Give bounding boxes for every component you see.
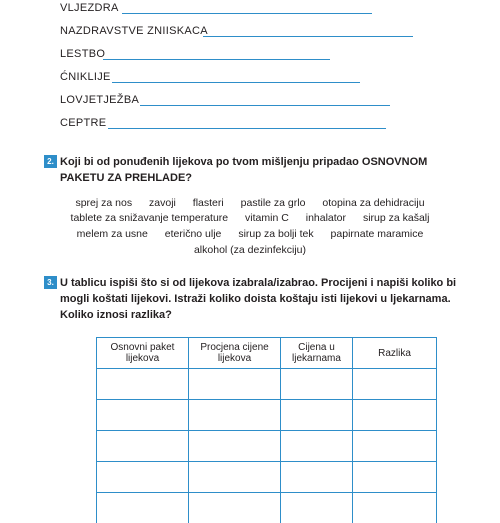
scrambled-word: NAZDRAVSTVE ZNIISKACA: [60, 25, 208, 37]
table-cell[interactable]: [353, 462, 437, 493]
word-bank-item: vitamin C: [245, 212, 289, 224]
scrambled-word: CEPTRE: [60, 117, 106, 129]
answer-line[interactable]: [122, 13, 372, 14]
header-line: lijekova: [126, 353, 159, 364]
word-bank-item: sprej za nos: [75, 197, 132, 209]
column-header-pharmacy-price: [281, 338, 353, 369]
header-line: Procjena cijene: [200, 342, 268, 353]
header-line: ljekarnama: [292, 353, 341, 364]
price-comparison-table: [96, 337, 437, 523]
table-header-row: [97, 338, 437, 369]
word-bank-item: papirnate maramice: [331, 228, 424, 240]
table-cell[interactable]: [281, 369, 353, 400]
column-header-basic-package: [97, 338, 189, 369]
task-3-question-line: U tablicu ispiši što si od lijekova izabrala/izabrao. Procijeni i napiši koliko bi: [60, 275, 456, 291]
table-cell[interactable]: [97, 400, 189, 431]
word-bank-line: [0, 212, 500, 224]
task-2: [44, 154, 464, 188]
word-bank-item: otopina za dehidraciju: [322, 197, 424, 209]
task-2-question-line: Koji bi od ponuđenih lijekova po tvom mišljenju pripadao OSNOVNOM: [60, 154, 427, 170]
table-cell[interactable]: [281, 431, 353, 462]
table-cell[interactable]: [189, 400, 281, 431]
table-cell[interactable]: [189, 493, 281, 523]
table-cell[interactable]: [353, 400, 437, 431]
table-cell[interactable]: [97, 431, 189, 462]
table-row: [97, 493, 437, 523]
header-line: Osnovni paket: [111, 342, 175, 353]
answer-line[interactable]: [108, 128, 386, 129]
table-cell[interactable]: [281, 400, 353, 431]
table-cell[interactable]: [97, 369, 189, 400]
table-row: [97, 369, 437, 400]
header-line: lijekova: [218, 353, 251, 364]
header-line: Razlika: [378, 348, 411, 359]
answer-line[interactable]: [112, 82, 360, 83]
header-line: Cijena u: [298, 342, 335, 353]
word-bank-item: zavoji: [149, 197, 176, 209]
word-bank-line: [0, 197, 500, 209]
word-bank-item: alkohol (za dezinfekciju): [194, 244, 306, 256]
table-cell[interactable]: [189, 431, 281, 462]
table-cell[interactable]: [353, 369, 437, 400]
word-bank-item: pastile za grlo: [241, 197, 306, 209]
task-number-badge: 3.: [44, 276, 57, 289]
task-3-question-line: mogli koštati lijekovi. Istraži koliko doista koštaju isti lijekovi u ljekarnama.: [60, 291, 451, 307]
task-2-question-line: PAKETU ZA PREHLADE?: [60, 170, 192, 186]
answer-line[interactable]: [203, 36, 413, 37]
answer-line[interactable]: [140, 105, 390, 106]
table-row: [97, 462, 437, 493]
word-bank-item: inhalator: [306, 212, 346, 224]
scrambled-word: VLJEZDRA: [60, 2, 119, 14]
scrambled-word: LESTBO: [60, 48, 105, 60]
table-cell[interactable]: [353, 431, 437, 462]
table-cell[interactable]: [97, 493, 189, 523]
word-bank-item: tablete za snižavanje temperature: [71, 212, 229, 224]
word-bank-line: [0, 244, 500, 256]
word-bank-item: sirup za bolji tek: [238, 228, 313, 240]
task-3: [44, 275, 464, 325]
table-cell[interactable]: [189, 369, 281, 400]
column-header-difference: [353, 338, 437, 369]
answer-line[interactable]: [103, 59, 330, 60]
task-number-badge: 2.: [44, 155, 57, 168]
table-cell[interactable]: [189, 462, 281, 493]
table-row: [97, 431, 437, 462]
word-bank-item: eterično ulje: [165, 228, 222, 240]
table-cell[interactable]: [97, 462, 189, 493]
task-3-question-line: Koliko iznosi razlika?: [60, 307, 172, 323]
scrambled-word: ĆNIKLIJE: [60, 71, 111, 83]
word-bank-item: flasteri: [193, 197, 224, 209]
word-bank-item: sirup za kašalj: [363, 212, 430, 224]
table-cell[interactable]: [353, 493, 437, 523]
scrambled-word: LOVJETJEŽBA: [60, 94, 139, 106]
table-cell[interactable]: [281, 493, 353, 523]
table-row: [97, 400, 437, 431]
word-bank-line: [0, 228, 500, 240]
table-cell[interactable]: [281, 462, 353, 493]
word-bank-item: melem za usne: [77, 228, 148, 240]
column-header-price-estimate: [189, 338, 281, 369]
